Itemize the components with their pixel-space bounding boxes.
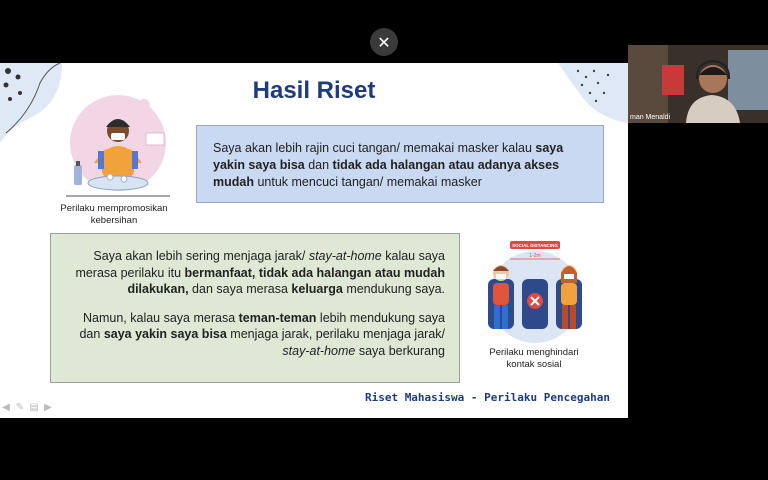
- handwashing-illustration: [58, 93, 178, 198]
- social-distancing-illustration: [480, 239, 590, 344]
- text: Saya akan lebih rajin cuci tangan/ memakai masker kalau: [213, 141, 536, 155]
- text: lebih mendukung saya dan: [79, 310, 445, 341]
- slide-toolbar: [0, 402, 54, 414]
- menu-icon[interactable]: ▤: [29, 402, 39, 413]
- text: saya berkurang: [355, 343, 445, 358]
- italic-text: stay-at-home: [282, 343, 356, 358]
- text: dan saya merasa: [188, 282, 292, 296]
- caption-hygiene: Perilaku mempromosikan kebersihan: [60, 203, 168, 226]
- participant-video-feed: [628, 45, 768, 123]
- sign-label: SOCIAL DISTANCING: [512, 243, 558, 248]
- slide-title: Hasil Riset: [252, 77, 376, 104]
- text: Namun, kalau saya merasa: [83, 310, 239, 325]
- paragraph-2: [65, 310, 445, 360]
- slide-footer: Riset Mahasiswa - Perilaku Pencegahan: [364, 391, 610, 404]
- text: untuk mencuci tangan/ memakai masker: [253, 175, 482, 189]
- text: mendukung saya.: [342, 282, 445, 296]
- text: dan: [304, 158, 333, 172]
- distance-label: 1-2m: [529, 253, 541, 259]
- emphasis: saya yakin saya bisa: [213, 141, 564, 172]
- emphasis: keluarga: [291, 282, 343, 296]
- emphasis: teman-teman: [238, 310, 317, 325]
- text: kalau saya merasa perilaku itu: [75, 249, 445, 280]
- text: Saya akan lebih sering menjaga jarak/: [93, 249, 309, 263]
- caption-social-distancing: Perilaku menghindari kontak sosial: [489, 347, 579, 370]
- previous-slide-icon[interactable]: ◀: [2, 402, 10, 413]
- text: menjaga jarak, perilaku menjaga jarak/: [226, 327, 445, 341]
- emphasis: tidak ada halangan atau adanya akses mudah: [213, 158, 560, 189]
- emphasis: saya yakin saya bisa: [103, 327, 227, 341]
- participant-name: man Menaldi: [630, 114, 671, 121]
- pen-icon[interactable]: ✎: [15, 402, 25, 413]
- emphasis: bermanfaat, tidak ada halangan atau mudah dilakukan,: [127, 265, 445, 296]
- next-slide-icon[interactable]: ▶: [44, 402, 52, 413]
- finding-box-distancing: [50, 233, 460, 383]
- participant-video[interactable]: [628, 45, 768, 123]
- close-button[interactable]: ✕: [370, 28, 398, 56]
- finding-box-hygiene: [196, 125, 604, 203]
- italic-text: stay-at-home: [308, 249, 382, 263]
- paragraph-1: [65, 248, 445, 298]
- presentation-slide: [0, 63, 628, 418]
